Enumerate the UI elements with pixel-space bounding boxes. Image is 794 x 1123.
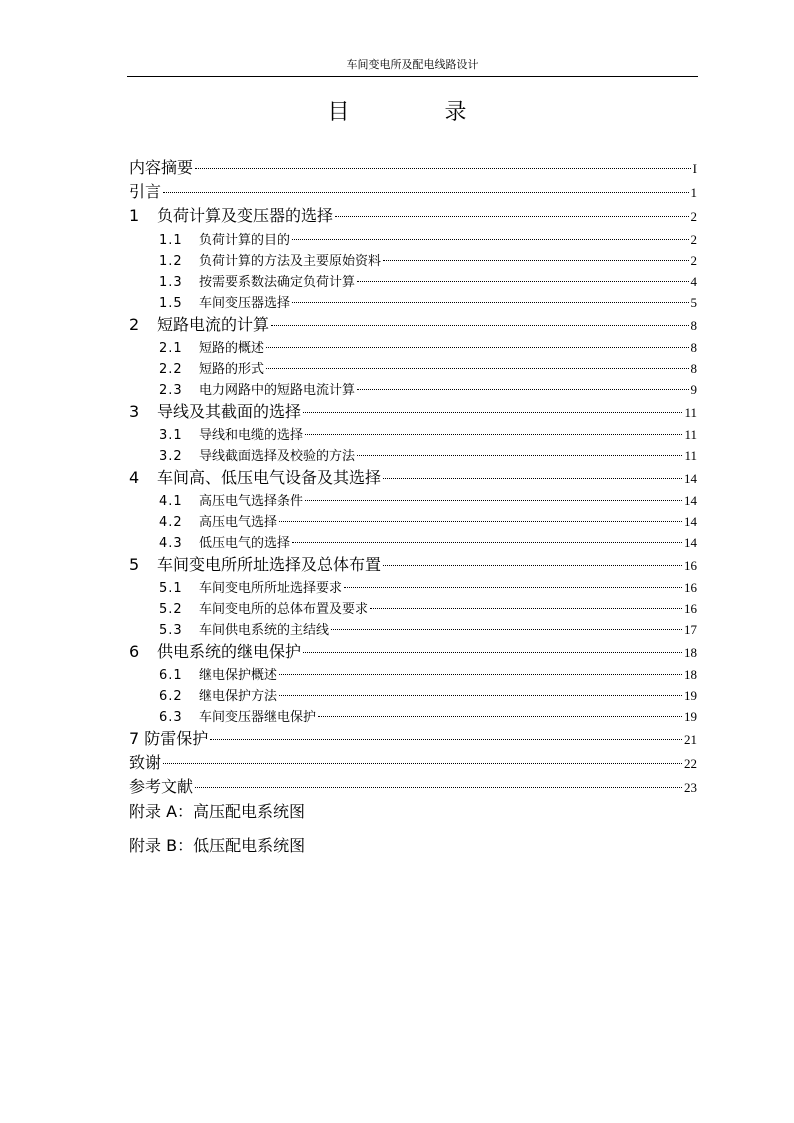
toc-entry-page: 11 — [684, 405, 697, 420]
toc-leader-dots — [271, 325, 688, 326]
toc-entry[interactable] — [129, 512, 697, 532]
toc-entry-number: 1 — [129, 206, 140, 225]
toc-entry-title: 车间变电所的总体布置及要求 — [199, 602, 369, 617]
header-title: 车间变电所及配电线路设计 — [346, 58, 479, 71]
toc-entry[interactable] — [129, 251, 697, 271]
toc-entry-page: 11 — [684, 448, 697, 463]
toc-entry-title: 车间变压器继电保护 — [199, 710, 317, 725]
toc-entry-title: 致谢 — [129, 753, 162, 772]
toc-entry-page: 8 — [690, 361, 697, 376]
toc-entry[interactable] — [129, 728, 697, 750]
toc-entry[interactable] — [129, 338, 697, 358]
toc-entry-page: 1 — [690, 185, 697, 200]
toc-entry-number: 4.3 — [159, 536, 183, 551]
toc-entry-title: 车间供电系统的主结线 — [199, 623, 330, 638]
toc-entry-number: 3.2 — [159, 449, 183, 464]
toc-entry-number: 6.1 — [159, 668, 183, 683]
toc-leader-dots — [195, 787, 682, 788]
toc-entry-title: 负荷计算及变压器的选择 — [157, 206, 334, 225]
toc-leader-dots — [383, 478, 682, 479]
toc-entry-page: 19 — [684, 688, 697, 703]
toc-entry-page: 8 — [690, 340, 697, 355]
toc-entry-title: 负荷计算的方法及主要原始资料 — [199, 254, 382, 269]
toc-entry-page: 14 — [684, 535, 697, 550]
toc-entry-number: 4.2 — [159, 515, 183, 530]
toc-entry-page: I — [692, 161, 697, 176]
toc-leader-dots — [163, 192, 688, 193]
toc-leader-dots — [279, 695, 682, 696]
toc-leader-dots — [303, 412, 682, 413]
toc-entry-page: 2 — [690, 232, 697, 247]
toc-entry-number: 1.1 — [159, 233, 183, 248]
toc-entry-title: 短路的概述 — [199, 341, 265, 356]
toc-leader-dots — [266, 368, 688, 369]
toc-leader-dots — [210, 739, 682, 740]
toc-entry[interactable] — [129, 425, 697, 445]
toc-entry-title: 车间变电所所址选择及总体布置 — [157, 555, 382, 574]
toc-entry-page: 2 — [690, 253, 697, 268]
toc-entry-title: 按需要系数法确定负荷计算 — [199, 275, 356, 290]
toc-leader-dots — [357, 455, 682, 456]
toc-entry[interactable] — [129, 230, 697, 250]
toc-leader-dots — [305, 434, 682, 435]
toc-entry-number: 2 — [129, 315, 140, 334]
toc-entry[interactable] — [129, 314, 697, 336]
toc-entry-page: 2 — [690, 209, 697, 224]
toc-entry[interactable] — [129, 752, 697, 774]
toc-leader-dots — [279, 521, 682, 522]
toc-entry-number: 1.3 — [159, 275, 183, 290]
toc-entry-title: 车间高、低压电气设备及其选择 — [157, 468, 382, 487]
toc-leader-dots — [383, 565, 682, 566]
toc-entry-title: 引言 — [129, 182, 162, 201]
toc-entry-title: 负荷计算的目的 — [199, 233, 291, 248]
toc-leader-dots — [357, 281, 688, 282]
toc-entry[interactable] — [129, 776, 697, 798]
toc-entry-page: 16 — [684, 558, 697, 573]
toc-entry-title: 内容摘要 — [129, 158, 194, 177]
toc-entry-number: 2.3 — [159, 383, 183, 398]
toc-entry[interactable] — [129, 533, 697, 553]
toc-leader-dots — [335, 216, 688, 217]
toc-entry-page: 11 — [684, 427, 697, 442]
toc-leader-dots — [305, 500, 682, 501]
toc-entry-number: 1.2 — [159, 254, 183, 269]
toc-entry-number: 3 — [129, 402, 140, 421]
toc-entry-title: 继电保护方法 — [199, 689, 278, 704]
toc-entry-title: 导线及其截面的选择 — [157, 402, 302, 421]
toc-entry-title: 导线和电缆的选择 — [199, 428, 304, 443]
toc-entry-number: 2.1 — [159, 341, 183, 356]
toc-entry-page: 21 — [684, 732, 697, 747]
toc-entry[interactable] — [129, 446, 697, 466]
toc-entry[interactable] — [129, 641, 697, 663]
toc-entry-number: 5.3 — [159, 623, 183, 638]
toc-entry-number: 6.3 — [159, 710, 183, 725]
toc-leader-dots — [370, 608, 682, 609]
toc-entry-page: 14 — [684, 514, 697, 529]
toc-entry-title: 导线截面选择及校验的方法 — [199, 449, 356, 464]
toc-entry-number: 3.1 — [159, 428, 183, 443]
toc-leader-dots — [292, 302, 688, 303]
toc-entry[interactable] — [129, 467, 697, 489]
toc-leader-dots — [292, 239, 688, 240]
toc-entry-page: 8 — [690, 318, 697, 333]
toc-leader-dots — [195, 168, 691, 169]
toc-entry-title: 继电保护概述 — [199, 668, 278, 683]
toc-entry-page: 9 — [690, 382, 697, 397]
toc-entry[interactable] — [129, 686, 697, 706]
toc-entry-page: 14 — [684, 493, 697, 508]
toc-entry-page: 18 — [684, 645, 697, 660]
toc-leader-dots — [344, 587, 682, 588]
toc-leader-dots — [163, 763, 682, 764]
toc-entry-number: 6 — [129, 642, 140, 661]
toc-entry-page: 16 — [684, 580, 697, 595]
toc-entry-title: 电力网路中的短路电流计算 — [199, 383, 356, 398]
toc-entry-page: 14 — [684, 471, 697, 486]
toc-entry[interactable] — [129, 181, 697, 203]
toc-entry-title: 高压电气选择 — [199, 515, 278, 530]
toc-entry-page: 16 — [684, 601, 697, 616]
toc-entry-page: 19 — [684, 709, 697, 724]
toc-entry-title: 7 防雷保护 — [129, 729, 209, 748]
appendix-item: 附录 B：低压配电系统图 — [129, 836, 306, 855]
toc-entry[interactable] — [129, 554, 697, 576]
toc-entry-title: 短路电流的计算 — [157, 315, 270, 334]
toc-entry-title: 车间变电所所址选择要求 — [199, 581, 343, 596]
toc-leader-dots — [303, 652, 682, 653]
toc-entry[interactable] — [129, 578, 697, 598]
toc-entry-title: 高压电气选择条件 — [199, 494, 304, 509]
toc-entry-page: 5 — [690, 295, 697, 310]
toc-leader-dots — [292, 542, 682, 543]
toc-leader-dots — [279, 674, 682, 675]
toc-entry-page: 4 — [690, 274, 697, 289]
toc-entry-number: 1.5 — [159, 296, 183, 311]
toc-entry-title: 车间变压器选择 — [199, 296, 291, 311]
toc-entry-page: 17 — [684, 622, 697, 637]
toc-entry-number: 2.2 — [159, 362, 183, 377]
toc-leader-dots — [357, 389, 688, 390]
toc-entry[interactable] — [129, 359, 697, 379]
toc-entry-number: 5.1 — [159, 581, 183, 596]
toc-entry-title: 参考文献 — [129, 777, 194, 796]
toc-entry-title: 低压电气的选择 — [199, 536, 291, 551]
toc-entry-title: 短路的形式 — [199, 362, 265, 377]
toc-title: 目 录 — [327, 100, 511, 125]
toc-entry-number: 5.2 — [159, 602, 183, 617]
toc-entry-title: 供电系统的继电保护 — [157, 642, 302, 661]
toc-entry[interactable] — [129, 205, 697, 227]
toc-leader-dots — [331, 629, 682, 630]
toc-leader-dots — [318, 716, 682, 717]
toc-entry-page: 18 — [684, 667, 697, 682]
toc-entry-number: 4 — [129, 468, 140, 487]
toc-entry[interactable] — [129, 707, 697, 727]
toc-entry[interactable] — [129, 620, 697, 640]
appendix-item: 附录 A：高压配电系统图 — [129, 802, 306, 821]
toc-leader-dots — [266, 347, 688, 348]
toc-entry[interactable] — [129, 401, 697, 423]
toc-entry-page: 23 — [684, 780, 697, 795]
toc-leader-dots — [383, 260, 688, 261]
toc-entry[interactable] — [129, 272, 697, 292]
toc-entry[interactable] — [129, 380, 697, 400]
toc-entry[interactable] — [129, 157, 697, 179]
page-header — [127, 56, 698, 77]
toc-entry[interactable] — [129, 293, 697, 313]
toc-entry-page: 22 — [684, 756, 697, 771]
toc-entry-number: 6.2 — [159, 689, 183, 704]
toc-entry[interactable] — [129, 599, 697, 619]
toc-entry-number: 5 — [129, 555, 140, 574]
toc-entry[interactable] — [129, 491, 697, 511]
toc-entry-number: 4.1 — [159, 494, 183, 509]
toc-entry[interactable] — [129, 665, 697, 685]
